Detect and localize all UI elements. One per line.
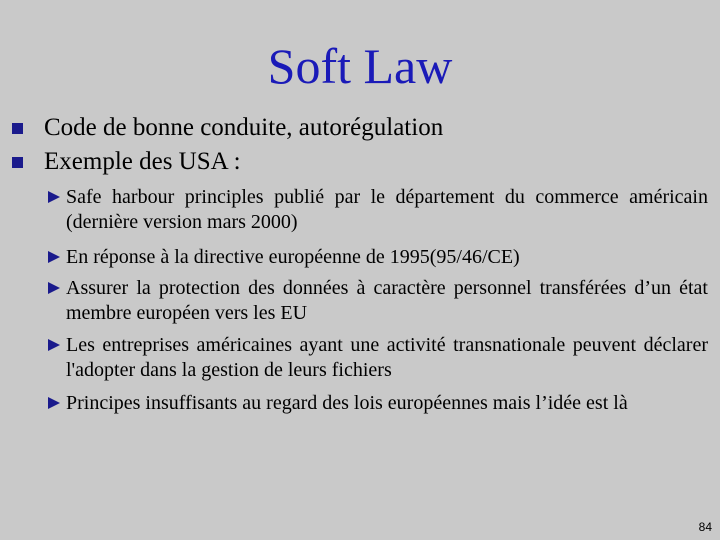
page-number: 84 [698,520,712,534]
sub-bullet-text: Assurer la protection des données à caractère personnel transférées d’un état membre européen vers les EU [66,277,708,324]
sub-bullet-text: Principes insuffisants au regard des lois européennes mais l’idée est là [66,392,628,414]
sub-bullet-item [48,185,708,235]
bullet-text: Exemple des USA : [44,148,241,175]
sub-bullet-item [48,333,708,383]
triangle-bullet-icon [48,339,60,351]
sub-bullet-item [48,245,708,270]
sub-bullet-text: En réponse à la directive européenne de 1995(95/46/CE) [66,246,520,268]
triangle-bullet-icon [48,397,60,409]
sub-bullet-text: Safe harbour principles publié par le département du commerce américain (dernière version mars 2000) [66,186,708,233]
square-bullet-icon [12,123,23,134]
slide-title: Soft Law [267,38,453,94]
triangle-bullet-icon [48,191,60,203]
sub-bullet-item [48,391,708,416]
triangle-bullet-icon [48,282,60,294]
sub-bullet-item [48,276,708,326]
bullet-text: Code de bonne conduite, autorégulation [44,114,444,141]
square-bullet-icon [12,157,23,168]
sub-bullet-text: Les entreprises américaines ayant une activité transnationale peuvent déclarer l'adopter dans la gestion de leurs fichiers [66,334,708,381]
triangle-bullet-icon [48,251,60,263]
